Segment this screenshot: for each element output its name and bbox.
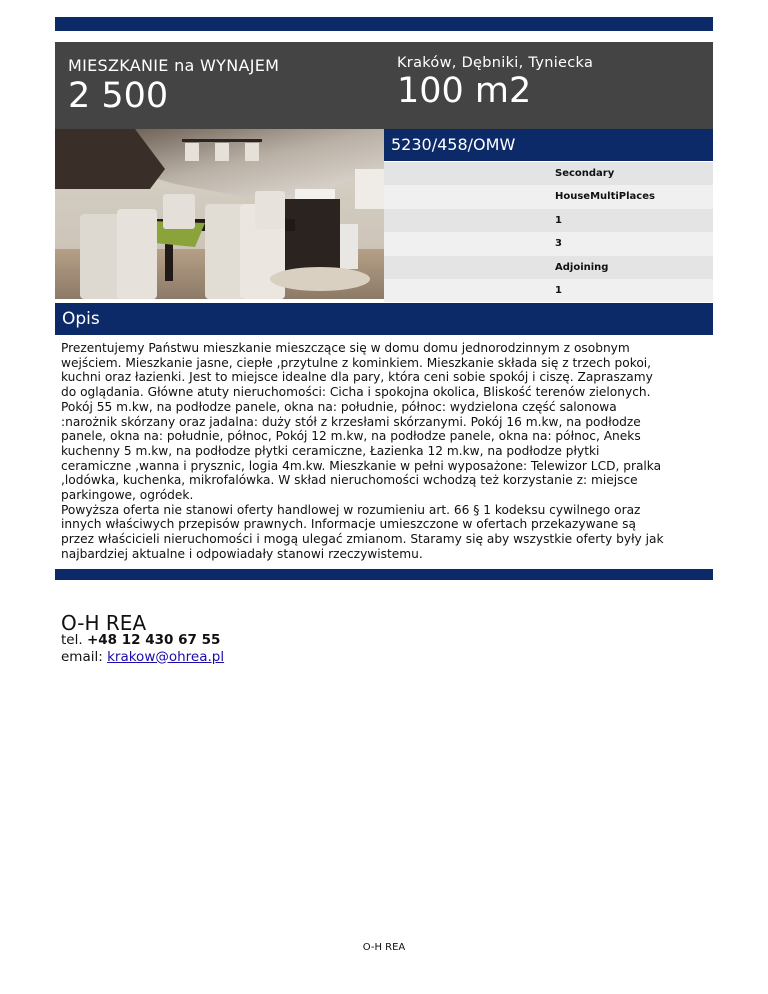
listing-area: 100 m2	[397, 71, 532, 111]
listing-price: 2 500	[68, 76, 169, 116]
property-value: Adjoining	[555, 261, 609, 273]
property-row	[384, 162, 713, 185]
property-value: 1	[555, 284, 562, 296]
phone-number: +48 12 430 67 55	[86, 632, 221, 648]
property-value: Secondary	[555, 168, 615, 179]
property-row	[384, 256, 713, 279]
listing-type: MIESZKANIE na WYNAJEM	[68, 56, 280, 75]
description-header	[55, 303, 713, 335]
top-bar	[55, 17, 713, 31]
property-photo	[55, 129, 384, 299]
listing-location: Kraków, Dębniki, Tyniecka	[397, 55, 594, 71]
email-link[interactable]: krakow@ohrea.pl	[107, 648, 225, 665]
email-line	[61, 649, 224, 666]
agency-name: O-H REA	[61, 611, 147, 635]
contact-info	[61, 632, 224, 665]
listing-id: 5230/458/OMW	[391, 135, 516, 154]
property-value: HouseMultiPlaces	[555, 191, 655, 203]
property-row	[384, 185, 713, 208]
property-row	[384, 279, 713, 302]
property-row	[384, 232, 713, 255]
phone-line	[61, 632, 224, 649]
email-label: email:	[61, 648, 103, 665]
description-text: Prezentujemy Państwu mieszkanie mieszczące się w domu domu jednorodzinnym z osobnym wejściem. Mieszkanie jasne, ciepłe ,przytulne z kominkiem. Mieszkanie składa się z trzech pokoi, kuchni oraz łazienki. Jest to miejsce idealne dla pary, która ceni sobie spokój i ciszę. Zapraszamy do oglądania. Główne atuty nieruchomości: Cicha i spokojna okolica, Bliskość terenów zielonych. Pokój 55 m.kw, na podłodze panele, okna na: południe, północ: wydzielona część salonowa :narożnik skórzany oraz jadalna: duży stół z krzesłami skórzanymi. Pokój 16 m.kw, na podłodze panele, okna na: południe, północ, Pokój 12 m.kw, na podłodze panele, okna na: północ, Aneks kuchenny 5 m.kw, na podłodze płytki ceramiczne, Łazienka 12 m.kw, na podłodze płytki ceramiczne ,wanna i prysznic, logia 4m.kw. Mieszkanie w pełni wyposażone: Telewizor LCD, pralka ,lodówka, kuchenka, mikrofalówka. W skład nieruchomości wchodzą też korzystanie z: miejsce parkingowe, ogródek. Powyższa oferta nie stanowi oferty handlowej w rozumieniu art. 66 § 1 kodeksu cywilnego oraz innych właściwych przepisów prawnych. Informacje umieszczone w ofertach przekazywane są przez właścicieli nieruchomości i mogą ulegać zmianom. Staramy się aby wszystkie oferty były jak najbardziej aktualne i odpowiadały stanowi rzeczywistemu.	[61, 341, 664, 561]
property-value: 3	[555, 238, 562, 250]
listing-id-bar	[384, 129, 713, 161]
footer-text: O-H REA	[362, 942, 406, 953]
property-details	[384, 162, 713, 302]
description-title: Opis	[62, 309, 100, 329]
phone-label: tel.	[61, 632, 83, 648]
bottom-bar	[55, 569, 713, 580]
listing-header	[55, 42, 713, 129]
property-value: 1	[555, 214, 562, 226]
property-row	[384, 209, 713, 232]
